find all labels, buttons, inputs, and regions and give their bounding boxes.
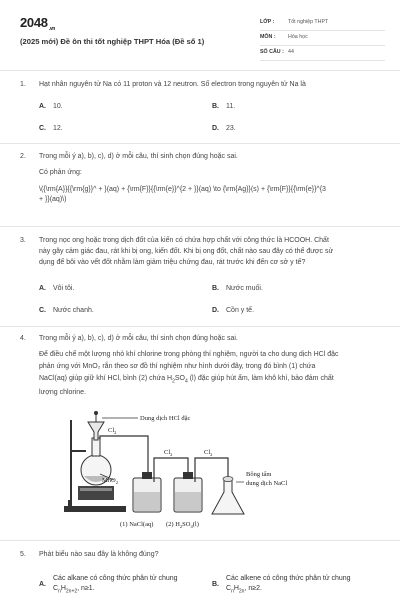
option-value: Nước muối. <box>226 285 263 292</box>
option-b[interactable] <box>212 574 382 596</box>
option-value: 10. <box>53 103 63 110</box>
site-logo[interactable] <box>20 14 55 33</box>
label-cl2-c: $Cl_2$ <box>204 449 213 457</box>
option-letter: B. <box>212 581 219 588</box>
question-3 <box>20 236 385 326</box>
text-fragment: SO <box>174 375 185 383</box>
option-letter: A. <box>39 285 46 292</box>
option-value: 11. <box>226 103 236 110</box>
option-c[interactable] <box>39 306 94 316</box>
meta-row-count <box>260 46 385 61</box>
exam-meta <box>260 16 385 61</box>
question-2 <box>20 152 385 222</box>
option-value <box>53 574 209 596</box>
meta-label: MÔN : <box>260 34 276 41</box>
option-letter: A. <box>39 581 46 588</box>
stand-clamp <box>70 450 86 452</box>
option-a[interactable] <box>39 284 74 294</box>
divider <box>0 326 400 327</box>
option-value: Cồn y tế. <box>226 307 255 314</box>
stand-base <box>64 506 126 512</box>
meta-row-class <box>260 16 385 31</box>
question-5 <box>20 550 385 600</box>
question-1 <box>20 80 385 140</box>
option-a[interactable] <box>39 574 209 596</box>
question-text: Hạt nhân nguyên tử Na có 11 proton và 12 neutron. Số electron trong nguyên tử Na là <box>39 81 306 88</box>
question-text-line: lượng chlorine. <box>39 389 87 397</box>
text-fragment: (l) đặc giúp hút ẩm, làm khô khí, bảo đảm chất <box>187 375 334 383</box>
question-instruction: Trong mỗi ý a), b), c), d) ở mỗi câu, thí sinh chọn đúng hoặc sai. <box>39 153 238 160</box>
option-letter: D. <box>212 307 219 314</box>
option-b[interactable] <box>212 102 235 112</box>
text-fragment: NaCl(aq) giúp giữ khí HCl, bình (2) chứa H <box>39 375 173 383</box>
option-a[interactable] <box>39 102 63 112</box>
option-d[interactable] <box>212 306 254 316</box>
stand-rod <box>70 420 72 506</box>
divider <box>0 70 400 71</box>
option-letter: C. <box>39 307 46 314</box>
label-cotton-1: Bông tẩm <box>246 471 272 478</box>
option-line: Các alkene có công thức phân tử chung <box>226 575 351 582</box>
option-c[interactable] <box>39 124 63 134</box>
meta-value: Tốt nghiệp THPT <box>288 19 329 26</box>
divider <box>0 143 400 144</box>
option-value: Vôi tôi. <box>53 285 75 292</box>
divider <box>0 540 400 541</box>
meta-value: 44 <box>288 49 294 56</box>
option-value: Nước chanh. <box>53 307 94 314</box>
option-value: 23. <box>226 125 236 132</box>
meta-row-subject <box>260 31 385 46</box>
question-text-line: dụng để bôi vào vết đốt nhằm làm giảm triệu chứng đau, rát trước khi đến cơ sở y tế? <box>39 259 306 267</box>
meta-value: Hóa học <box>288 34 308 41</box>
question-text-line: phản ứng với MnO₂ rắn theo sơ đồ thí nghiệm như hình dưới đây, trong đó bình (1) chứa <box>39 363 316 371</box>
question-number: 4. <box>20 335 26 342</box>
label-cl2-a: $Cl_2$ <box>108 427 117 435</box>
logo-text: 2048 <box>20 15 48 30</box>
question-text: Phát biểu nào sau đây là không đúng? <box>39 551 159 558</box>
reaction-equation-line1: \({\rm{A}}{{\rm{g}}^ + }(aq) + {\rm{F}}{{\rm{e}}^{2 + }}(aq) \to {\rm{Ag}}(s) + {\rm{F}}{{\rm{e}}^{3 <box>39 186 326 194</box>
option-letter: B. <box>212 285 219 292</box>
option-value <box>226 574 382 596</box>
option-formula: $C_nH_{2n+2}$, n≥1. <box>53 585 95 595</box>
question-instruction: Trong mỗi ý a), b), c), d) ở mỗi câu, thí sinh chọn đúng hoặc sai. <box>39 335 238 342</box>
question-number: 3. <box>20 237 26 244</box>
question-text-line: này gây cảm giác đau, rát khi bị ong, kiến đốt. Khi bị ong đốt, chất nào sau đây có thể được sử <box>39 248 334 256</box>
collection-flask <box>212 480 244 514</box>
meta-label: SỐ CÂU : <box>260 49 284 56</box>
option-d[interactable] <box>212 124 236 134</box>
label-flask-1: (1) NaCl(aq) <box>120 521 154 528</box>
option-line: Các alkane có công thức phân tử chung <box>53 575 178 582</box>
divider <box>0 226 400 227</box>
dropping-funnel <box>88 422 104 440</box>
question-text-line: Để điều chế một lượng nhỏ khí chlorine trong phòng thí nghiệm, người ta cho dung dịch HCl đặc <box>39 351 339 359</box>
reaction-equation-line2: + }}(aq)\) <box>39 196 67 204</box>
label-flask-2: (2) $H_2SO_4(l)$ <box>166 521 199 529</box>
option-letter: A. <box>39 103 46 110</box>
label-mno2: MnO$_2$ <box>102 477 118 485</box>
label-hcl: Dung dịch HCl đặc <box>140 415 191 422</box>
option-b[interactable] <box>212 284 263 294</box>
option-letter: D. <box>212 125 219 132</box>
option-letter: B. <box>212 103 219 110</box>
question-4 <box>20 334 385 414</box>
meta-label: LỚP : <box>260 19 275 26</box>
label-cl2-b: $Cl_2$ <box>164 449 173 457</box>
option-letter: C. <box>39 125 46 132</box>
subscript: 4 <box>185 378 188 385</box>
question-number: 2. <box>20 153 26 160</box>
logo-suffix: .vn <box>48 25 56 32</box>
option-formula: $C_nH_{2n}$, n≥2. <box>226 585 262 595</box>
question-number: 1. <box>20 81 26 88</box>
exam-title: (2025 mới) Đề ôn thi tốt nghiệp THPT Hóa (Đề số 1) <box>20 37 205 46</box>
question-text-line: Trong nọc ong hoặc trong dịch đốt của kiến có chứa hợp chất với công thức là HCOOH. Chất <box>39 237 329 244</box>
label-cotton-2: dung dịch NaCl <box>246 480 288 487</box>
chlorine-apparatus-diagram <box>58 410 308 535</box>
question-number: 5. <box>20 551 26 558</box>
subscript: 2 <box>172 378 175 385</box>
option-value: 12. <box>53 125 63 132</box>
exam-header <box>20 14 385 64</box>
reaction-label: Có phản ứng: <box>39 169 82 177</box>
question-text-line <box>39 374 385 386</box>
